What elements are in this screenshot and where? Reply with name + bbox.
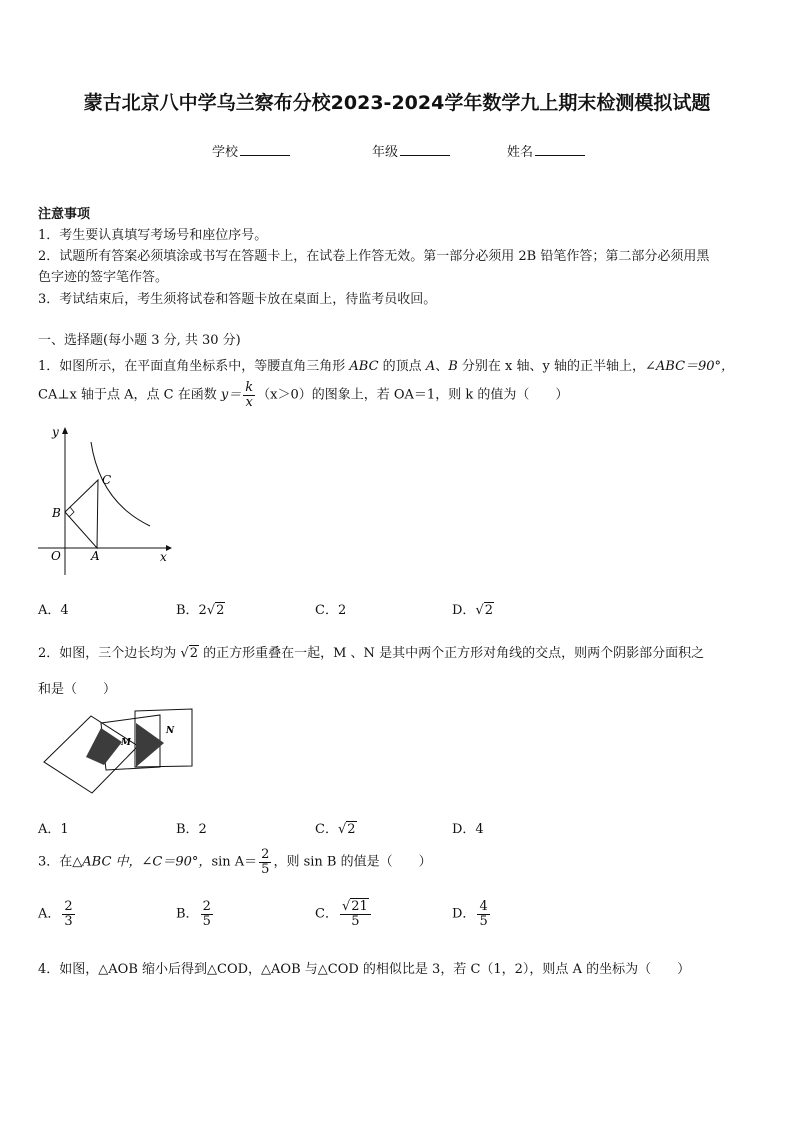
name-field[interactable]: [507, 141, 585, 160]
q2-line2: 和是（ ）: [38, 682, 117, 697]
note-item-2-cont: 色字迹的签字笔作答。: [38, 270, 169, 285]
q3-option-c: C． $\frac{√21}{5}$: [315, 900, 373, 928]
fig1-label-A: A: [91, 549, 100, 563]
fig2-label-N: N: [166, 726, 175, 736]
fig1-label-C: C: [102, 473, 112, 487]
q2-option-d: D．4: [452, 822, 484, 837]
q3-option-d: D． $\frac{4}{5}$: [452, 899, 488, 929]
fig1-label-y: y: [52, 425, 59, 439]
q1-line1: 1．如图所示，在平面直角坐标系中，等腰直角三角形 ABC 的顶点 A、B 分别在 x 轴、y 轴的正半轴上，∠ABC＝90°，: [38, 359, 735, 374]
name-blank[interactable]: [535, 143, 585, 156]
q2-figure: [40, 705, 196, 797]
fig2-label-M: M: [121, 738, 131, 748]
q1-line2: CA⊥x 轴于点 A，点 C 在函数 y＝ $\frac{k}{x}$ （x＞0）的图象上，若 OA＝1，则 k 的值为（ ）: [38, 380, 569, 410]
page-title: 蒙古北京八中学乌兰察布分校2023-2024学年数学九上期末检测模拟试题: [83, 92, 711, 114]
q1-option-d: D．√2: [452, 603, 494, 618]
fig1-label-x: x: [160, 550, 167, 564]
school-field[interactable]: [212, 141, 290, 160]
grade-field[interactable]: [372, 141, 450, 160]
fig1-label-B: B: [52, 506, 61, 520]
note-item-1: 1．考生要认真填写考场号和座位序号。: [38, 228, 268, 243]
section-heading: 一、选择题(每小题 3 分, 共 30 分): [38, 333, 241, 348]
school-blank[interactable]: [240, 143, 290, 156]
q4-stem: 4．如图，△AOB 缩小后得到△COD，△AOB 与△COD 的相似比是 3，若 C（1，2），则点 A 的坐标为（ ）: [38, 962, 691, 977]
q2-option-a: A．1: [38, 822, 69, 837]
q3-option-b: B． $\frac{2}{5}$: [176, 899, 211, 929]
q1-option-c: C．2: [315, 603, 347, 618]
name-label: 姓名: [507, 145, 534, 160]
q3-option-a: A． $\frac{2}{3}$: [38, 899, 73, 929]
grade-blank[interactable]: [400, 143, 450, 156]
note-item-2: 2．试题所有答案必须填涂或书写在答题卡上，在试卷上作答无效。第一部分必须用 2B 铅笔作答；第二部分必须用黑: [38, 249, 710, 264]
q2-option-c: C．√2: [315, 822, 356, 837]
q1-figure: [38, 422, 178, 578]
q2-line1: 2．如图，三个边长均为 √2 的正方形重叠在一起，M 、N 是其中两个正方形对角线的交点，则两个阴影部分面积之: [38, 646, 705, 661]
grade-label: 年级: [372, 145, 399, 160]
notes-heading: 注意事项: [38, 207, 91, 222]
q1-option-a: A．4: [38, 603, 69, 618]
fig1-label-O: O: [51, 549, 61, 563]
school-label: 学校: [212, 145, 239, 160]
q3-stem: 3．在△ABC 中，∠C＝90°，sin A＝ $\frac{2}{5}$ ，则 sin B 的值是（ ）: [38, 847, 432, 877]
note-item-3: 3．考试结束后，考生须将试卷和答题卡放在桌面上，待监考员收回。: [38, 292, 437, 307]
q2-option-b: B．2: [176, 822, 207, 837]
q1-option-b: B．2√2: [176, 603, 225, 618]
